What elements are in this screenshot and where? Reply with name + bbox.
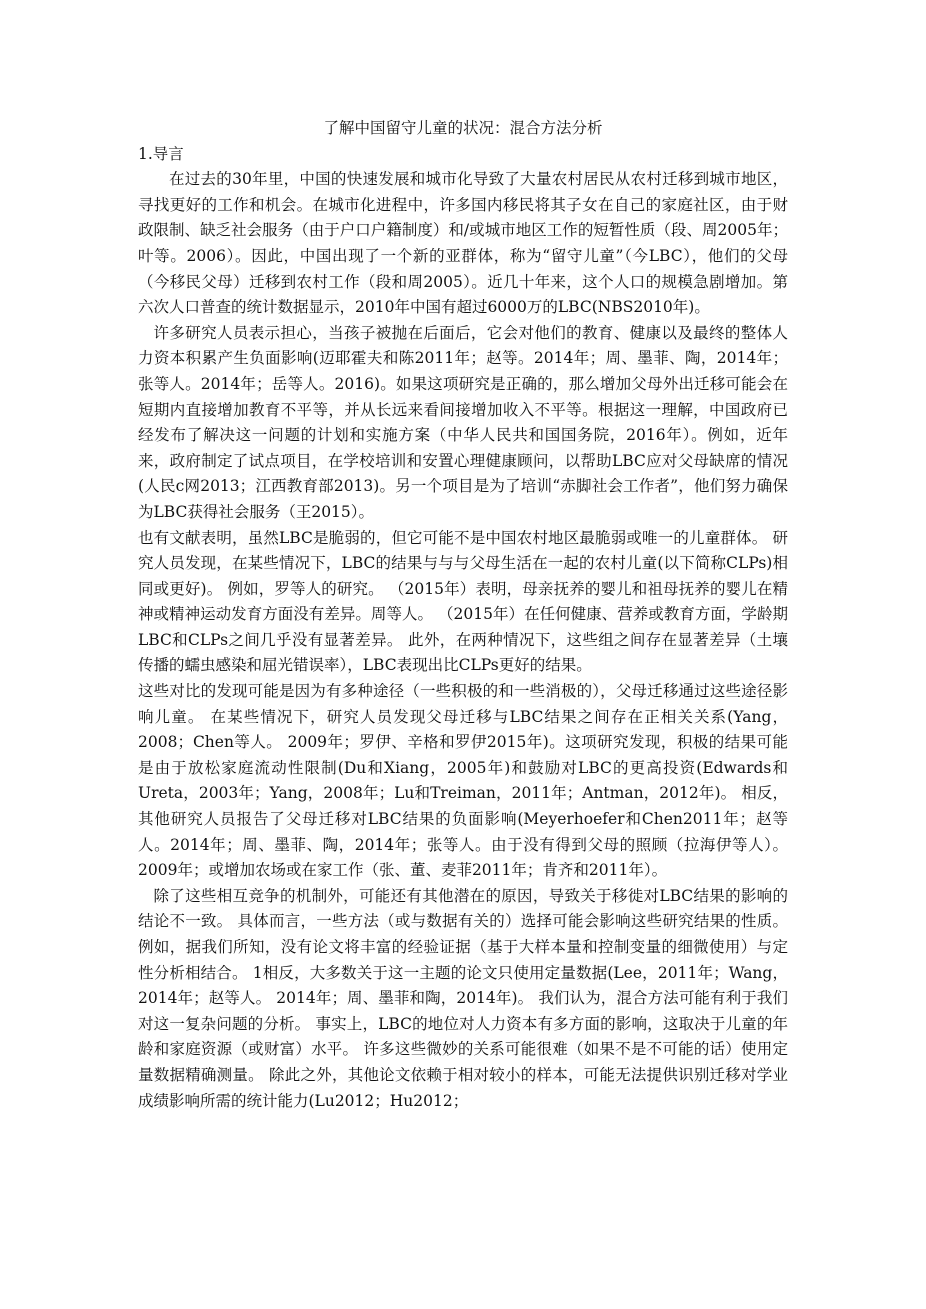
paragraph-4: 这些对比的发现可能是因为有多种途径（一些积极的和一些消极的），父母迁移通过这些途径影响儿童。 在某些情况下，研究人员发现父母迁移与LBC结果之间存在正相关关系(Yang，2008；Chen等人。 2009年；罗伊、辛格和罗伊2015年)。这项研究发现，积极的结果可能是由于放松家庭流动性限制(Du和Xiang，2005年)和鼓励对LBC的更高投资(Edwards和Ureta，2003年；Yang，2008年；Lu和Treiman，2011年；Antman，2012年)。 相反，其他研究人员报告了父母迁移对LBC结果的负面影响(Meyerhoefer和Chen2011年；赵等人。2014年；周、墨菲、陶，2014年；张等人。由于没有得到父母的照顾（拉海伊等人）。2009年；或增加农场或在家工作（张、董、麦菲2011年；肯齐和2011年）。 xyxy=(138,682,788,880)
paragraph-2: 许多研究人员表示担心，当孩子被抛在后面后，它会对他们的教育、健康以及最终的整体人力资本积累产生负面影响(迈耶霍夫和陈2011年；赵等。2014年；周、墨菲、陶，2014年；张等人。2014年；岳等人。2016)。如果这项研究是正确的，那么增加父母外出迁移可能会在短期内直接增加教育不平等，并从长远来看间接增加收入不平等。根据这一理解，中国政府已经发布了解决这一问题的计划和实施方案（中华人民共和国国务院，2016年）。例如，近年来，政府制定了试点项目，在学校培训和安置心理健康顾问，以帮助LBC应对父母缺席的情况(人民c网2013；江西教育部2013)。另一个项目是为了培训“赤脚社会工作者”，他们努力确保为LBC获得社会服务（王2015）。 xyxy=(138,323,788,521)
paragraph-3: 也有文献表明，虽然LBC是脆弱的，但它可能不是中国农村地区最脆弱或唯一的儿童群体。 研究人员发现，在某些情况下，LBC的结果与与与父母生活在一起的农村儿童(以下简称CLPs)相同或更好)。 例如，罗等人的研究。 （2015年）表明，母亲抚养的婴儿和祖母抚养的婴儿在精神或精神运动发育方面没有差异。周等人。 （2015年）在任何健康、营养或教育方面，学龄期LBC和CLPs之间几乎没有显著差异。 此外，在两种情况下，这些组之间存在显著差异（土壤传播的蠕虫感染和屈光错误率），LBC表现出比CLPs更好的结果。 xyxy=(138,528,788,675)
section-heading: 1.导言 xyxy=(138,144,184,163)
document-title: 了解中国留守儿童的状况：混合方法分析 xyxy=(323,119,603,137)
paragraph-5: 除了这些相互竞争的机制外，可能还有其他潜在的原因，导致关于移徙对LBC结果的影响的结论不一致。 具体而言，一些方法（或与数据有关的）选择可能会影响这些研究结果的性质。 例如，据我们所知，没有论文将丰富的经验证据（基于大样本量和控制变量的细微使用）与定性分析相结合。 1相反，大多数关于这一主题的论文只使用定量数据(Lee，2011年；Wang，2014年；赵等人。 2014年；周、墨菲和陶，2014年)。 我们认为，混合方法可能有利于我们对这一复杂问题的分析。 事实上，LBC的地位对人力资本有多方面的影响，这取决于儿童的年龄和家庭资源（或财富）水平。 许多这些微妙的关系可能很难（如果不是不可能的话）使用定量数据精确测量。 除此之外，其他论文依赖于相对较小的样本，可能无法提供识别迁移对学业成绩影响所需的统计能力(Lu2012；Hu2012； xyxy=(138,886,788,1110)
paragraph-1: 在过去的30年里，中国的快速发展和城市化导致了大量农村居民从农村迁移到城市地区，寻找更好的工作和机会。在城市化进程中，许多国内移民将其子女在自己的家庭社区，由于财政限制、缺乏社会服务（由于户口户籍制度）和/或城市地区工作的短暂性质（段、周2005年；叶等。2006）。因此，中国出现了一个新的亚群体，称为“留守儿童”（今LBC），他们的父母（今移民父母）迁移到农村工作（段和周2005）。近几十年来，这个人口的规模急剧增加。第六次人口普查的统计数据显示，2010年中国有超过6000万的LBC(NBS2010年)。 xyxy=(138,170,788,317)
document-page xyxy=(138,116,788,1114)
